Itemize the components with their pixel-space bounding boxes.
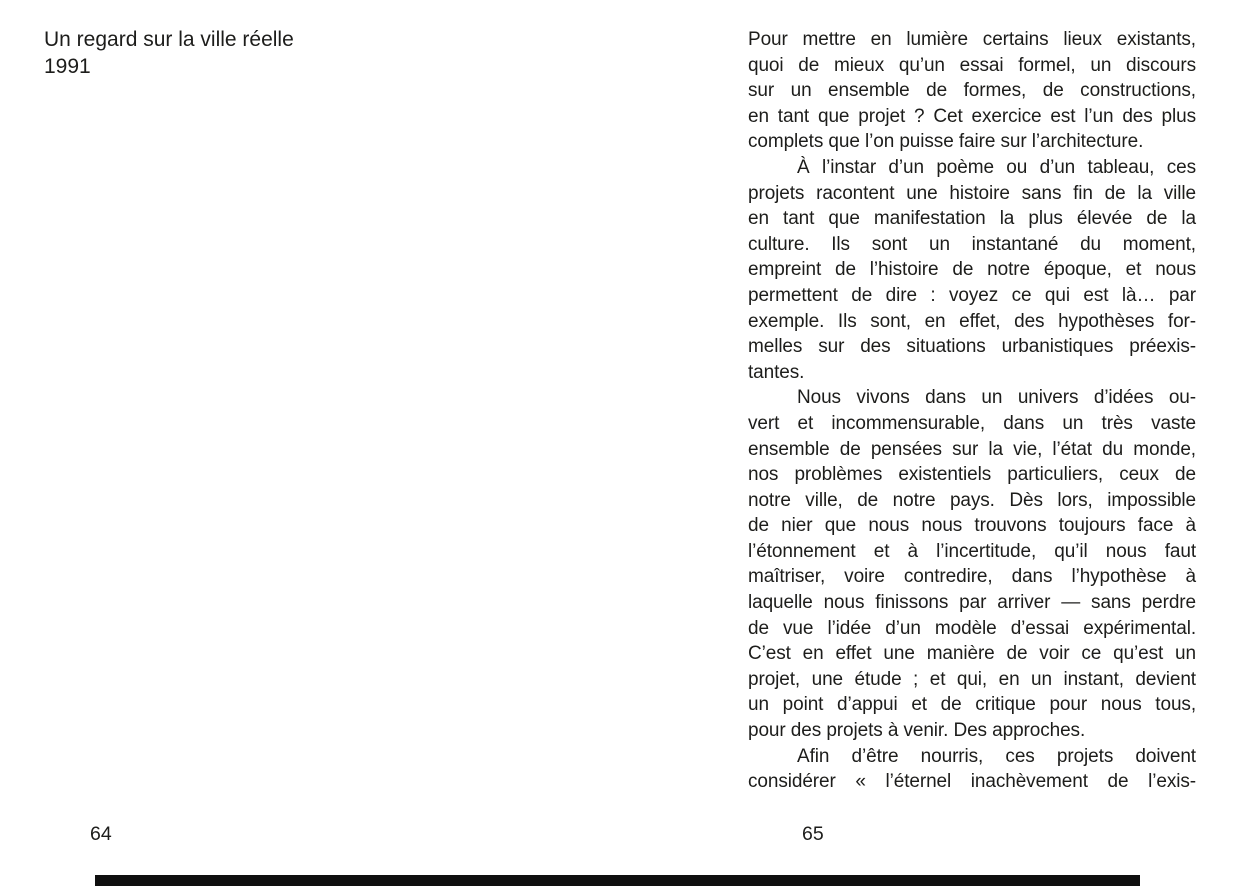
text-line: empreint de l’histoire de notre époque, et nous [748,259,1196,281]
text-line: melles sur des situations urbanistiques préexis- [748,336,1196,358]
text-line: ensemble de pensées sur la vie, l’état du monde, [748,438,1196,460]
text-line: tantes. [748,361,805,383]
text-line: Afin d’être nourris, ces projets doivent [797,745,1196,767]
text-line: notre ville, de notre pays. Dès lors, impossible [748,489,1196,511]
text-line: considérer « l’éternel inachèvement de l’exis- [748,771,1196,793]
text-line: vert et incommensurable, dans un très vaste [748,412,1196,434]
text-line: permettent de dire : voyez ce qui est là… par [748,284,1196,306]
page-number-left: 64 [90,823,112,845]
page-number-right: 65 [802,823,824,845]
text-line: complets que l’on puisse faire sur l’architecture. [748,131,1144,153]
text-line: projets racontent une histoire sans fin de la ville [748,182,1196,204]
text-line: À l’instar d’un poème ou d’un tableau, ces [797,156,1196,178]
text-line: maîtriser, voire contredire, dans l’hypothèse à [748,566,1196,588]
text-line: C’est en effet une manière de voir ce qu’est un [748,643,1196,665]
text-line: quoi de mieux qu’un essai formel, un discours [748,54,1196,76]
text-line: projet, une étude ; et qui, en un instant, devient [748,668,1196,690]
text-line: Pour mettre en lumière certains lieux existants, [748,29,1196,50]
text-line: en tant que projet ? Cet exercice est l’un des plus [748,105,1196,127]
chapter-title: Un regard sur la ville réelle [44,28,294,51]
text-line: l’étonnement et à l’incertitude, qu’il nous faut [748,540,1196,562]
body-text-column [748,27,1196,795]
chapter-year: 1991 [44,54,91,78]
text-line: de vue l’idée d’un modèle d’essai expérimental. [748,617,1196,639]
text-line: nos problèmes existentiels particuliers, ceux de [748,464,1196,486]
text-line: pour des projets à venir. Des approches. [748,720,1086,742]
chapter-heading [44,27,294,80]
text-line: de nier que nous nous trouvons toujours face à [748,515,1196,537]
text-line: exemple. Ils sont, en effet, des hypothèses for- [748,310,1196,332]
text-line: sur un ensemble de formes, de constructions, [748,80,1196,102]
next-spread-edge-bar [95,875,1140,886]
text-line: Nous vivons dans un univers d’idées ou- [797,387,1196,409]
text-line: en tant que manifestation la plus élevée de la [748,208,1196,230]
text-line: laquelle nous finissons par arriver — sans perdre [748,592,1196,614]
text-line: culture. Ils sont un instantané du moment, [748,233,1196,255]
text-line: un point d’appui et de critique pour nous tous, [748,694,1196,716]
